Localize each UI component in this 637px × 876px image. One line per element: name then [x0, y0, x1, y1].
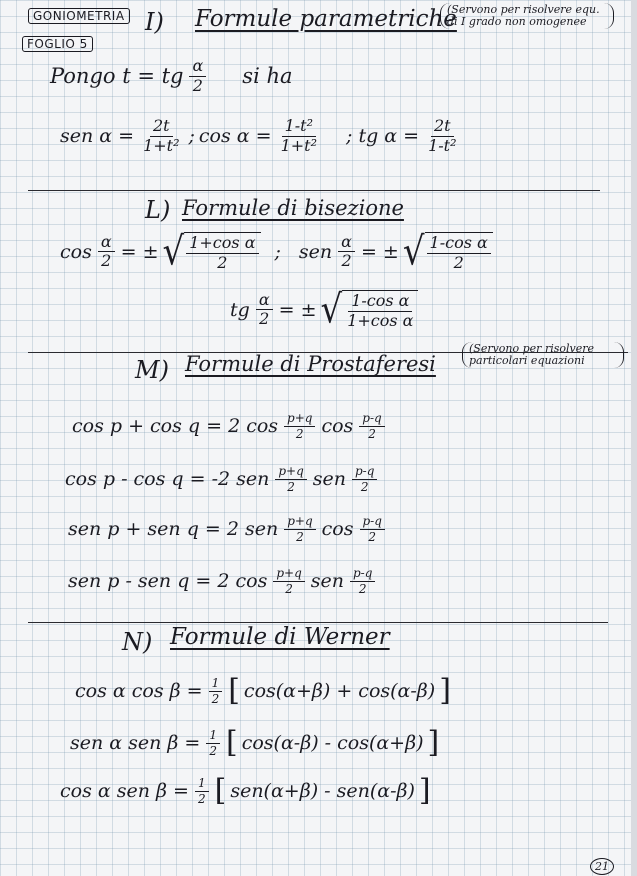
row-lhs: cos p + cos q = 2 cos — [72, 415, 279, 438]
cos-lhs: cos — [60, 240, 92, 263]
section-m-title: Formule di Prostaferesi — [185, 352, 436, 376]
row-lhs: sen p - sen q = 2 cos — [68, 570, 268, 593]
diff-fraction: $\frac{p-q}{2}$ — [360, 515, 385, 543]
intro-end: si ha — [242, 64, 293, 89]
plus-minus: = ± — [278, 298, 317, 321]
page-edge — [631, 0, 637, 876]
sen-lhs: sen — [298, 240, 333, 263]
prostaferesi-row — [65, 465, 379, 493]
separator: ; — [188, 125, 195, 148]
param-formulas — [60, 118, 462, 155]
plus-minus: = ± — [360, 240, 399, 263]
section-i-title: Formule parametriche — [195, 6, 457, 32]
bisection-tg — [230, 286, 418, 333]
row-mid: sen — [312, 468, 346, 491]
row-body: cos(α+β) + cos(α-β) — [243, 680, 436, 702]
alpha-half-fraction: $\frac{\alpha}{2}$ — [189, 58, 206, 95]
tg-fraction: $\frac{2t}{\text{1-t²}}$ — [428, 116, 457, 155]
row-mid: sen — [310, 570, 344, 593]
half-angle: $\frac{\alpha}{2}$ — [256, 292, 273, 329]
row-lhs: cos α cos β = — [75, 680, 203, 702]
diff-fraction: $\frac{p-q}{2}$ — [359, 412, 384, 440]
separator-line — [28, 190, 600, 191]
plus-minus: = ± — [120, 240, 159, 263]
diff-fraction: $\frac{p-q}{2}$ — [350, 567, 375, 595]
sheet-tag: FOGLIO 5 — [22, 36, 93, 52]
sen-sqrt: √ $\frac{\text{1-cos α}}{2}$ — [403, 232, 493, 272]
sum-fraction: $\frac{p+q}{2}$ — [275, 465, 306, 493]
sum-fraction: $\frac{p+q}{2}$ — [284, 515, 315, 543]
row-mid: cos — [321, 518, 354, 541]
sen-fraction: $\frac{2t}{\text{1+t²}}$ — [143, 116, 180, 155]
section-m-note: (Servono per risolvere particolari equazioni — [462, 342, 624, 368]
row-lhs: sen p + sen q = 2 sen — [68, 518, 279, 541]
row-mid: cos — [321, 415, 354, 438]
row-body: sen(α+β) - sen(α-β) — [230, 780, 415, 802]
section-l-letter: L) — [145, 196, 171, 224]
row-lhs: cos α sen β = — [60, 780, 189, 802]
separator-line — [28, 622, 608, 623]
prostaferesi-row — [68, 515, 387, 543]
one-half: $\frac{1}{2}$ — [206, 729, 220, 757]
separator: ; — [274, 240, 281, 263]
bisection-cos-sen — [60, 228, 493, 275]
cos-fraction: $\frac{\text{1-t²}}{\text{1+t²}}$ — [280, 116, 318, 155]
intro-text: Pongo t = tg — [50, 64, 184, 89]
one-half: $\frac{1}{2}$ — [209, 677, 223, 705]
werner-row: cos α sen β = $\frac{1}{2}$ [ sen(α+β) - sen(α-β) ] — [60, 773, 431, 808]
section-n-letter: N) — [122, 628, 153, 656]
prostaferesi-row — [68, 567, 377, 595]
section-n-title: Formule di Werner — [170, 624, 390, 650]
tg-lhs: ; tg α = — [346, 125, 420, 148]
one-half: $\frac{1}{2}$ — [195, 777, 209, 805]
tg-sqrt: √ $\frac{\text{1-cos α}}{\text{1+cos α}}$ — [321, 290, 419, 330]
section-m-letter: M) — [135, 356, 169, 384]
cos-sqrt: √ $\frac{\text{1+cos α}}{2}$ — [163, 232, 261, 272]
row-lhs: cos p - cos q = -2 sen — [65, 468, 270, 491]
sen-lhs: sen α = — [60, 125, 135, 148]
diff-fraction: $\frac{p-q}{2}$ — [352, 465, 377, 493]
sum-fraction: $\frac{p+q}{2}$ — [273, 567, 304, 595]
page-number: 21 — [590, 858, 614, 875]
half-angle: $\frac{\alpha}{2}$ — [338, 234, 355, 271]
param-intro — [50, 58, 293, 95]
topic-tag: GONIOMETRIA — [28, 8, 130, 24]
werner-row: sen α sen β = $\frac{1}{2}$ [ cos(α-β) - cos(α+β) ] — [70, 725, 440, 760]
werner-row: cos α cos β = $\frac{1}{2}$ [ cos(α+β) + cos(α-β) ] — [75, 673, 451, 708]
sum-fraction: $\frac{p+q}{2}$ — [284, 412, 315, 440]
row-body: cos(α-β) - cos(α+β) — [241, 732, 424, 754]
prostaferesi-row — [72, 412, 387, 440]
section-i-letter: I) — [145, 8, 164, 36]
tg-lhs: tg — [230, 298, 250, 321]
row-lhs: sen α sen β = — [70, 732, 201, 754]
section-i-note: (Servono per risolvere equ. di I grado non omogenee — [440, 3, 614, 29]
half-angle: $\frac{\alpha}{2}$ — [98, 234, 115, 271]
cos-lhs: cos α = — [198, 125, 272, 148]
section-l-title: Formule di bisezione — [182, 196, 404, 220]
